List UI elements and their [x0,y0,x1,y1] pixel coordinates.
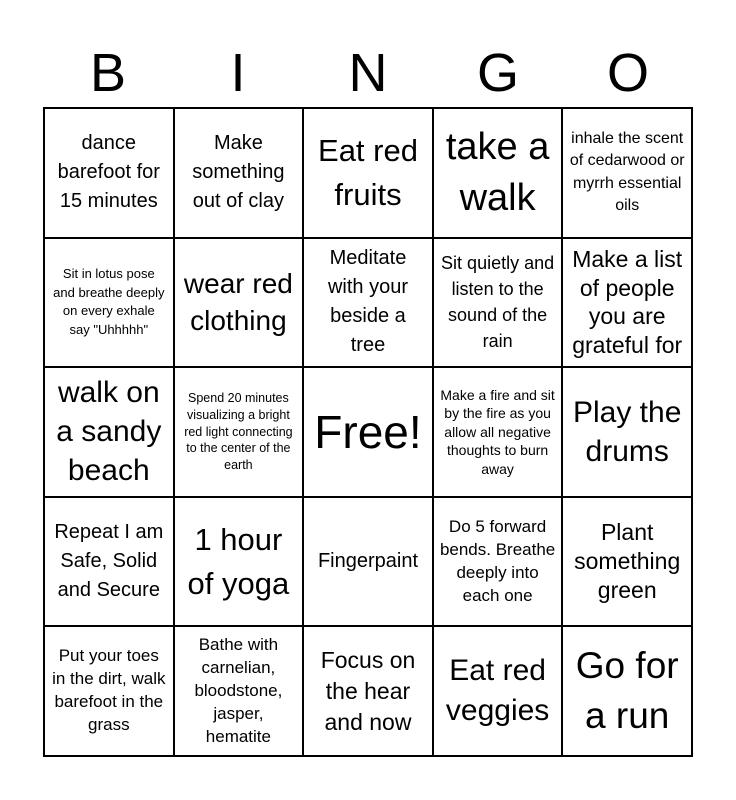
bingo-cell-o1[interactable] [562,108,692,238]
header-letter-i: I [230,43,246,103]
bingo-cell-n2[interactable] [303,238,433,368]
bingo-cell-text: dance barefoot for 15 minutes [57,132,160,213]
bingo-cell-text: take a walk [445,125,550,219]
bingo-cell-i2[interactable] [174,238,304,368]
bingo-cell-i3[interactable] [174,367,304,497]
bingo-cell-g5[interactable] [433,626,563,756]
bingo-cell-text: Spend 20 minutes visualizing a bright red light connecting to the center of the earth [184,390,293,473]
bingo-cell-text: Go for a run [575,645,679,737]
bingo-cell-text: walk on a sandy beach [56,376,162,488]
bingo-cell-text: Make a list of people you are grateful for [572,245,683,359]
bingo-cell-text: Plant something green [574,519,681,603]
bingo-cell-b1[interactable] [44,108,174,238]
bingo-cell-g4[interactable] [433,497,563,627]
header-letter-g: G [476,43,519,103]
bingo-cell-i5[interactable] [174,626,304,756]
bingo-cell-text: Focus on the hear and now [320,646,416,735]
bingo-cell-b5[interactable] [44,626,174,756]
bingo-cell-text: 1 hour of yoga [187,522,290,601]
bingo-cell-b3[interactable] [44,367,174,497]
bingo-cell-n3[interactable] [303,367,433,497]
bingo-header [43,38,693,108]
bingo-cell-text: Put your toes in the dirt, walk barefoot in the grass [52,646,166,735]
header-letter-o: O [606,43,649,103]
bingo-cell-text: Make a fire and sit by the fire as you allow all negative thoughts to burn away [440,386,555,477]
bingo-cell-n4[interactable] [303,497,433,627]
bingo-cell-g2[interactable] [433,238,563,368]
bingo-cell-o5[interactable] [562,626,692,756]
bingo-cell-n5[interactable] [303,626,433,756]
bingo-cell-o3[interactable] [562,367,692,497]
bingo-cell-text: Sit in lotus pose and breathe deeply on every exhale say "Uhhhhh" [53,265,165,338]
header-letter-n: N [348,43,388,103]
bingo-cell-i1[interactable] [174,108,304,238]
bingo-cell-text: Do 5 forward bends. Breathe deeply into each one [439,516,556,605]
bingo-cell-text: Repeat I am Safe, Solid and Secure [54,521,164,602]
bingo-cell-text: Bathe with carnelian, bloodstone, jasper, hematite [194,634,283,746]
bingo-cell-i4[interactable] [174,497,304,627]
bingo-cell-n1[interactable] [303,108,433,238]
bingo-cell-g1[interactable] [433,108,563,238]
bingo-cell-text: Sit quietly and listen to the sound of the rain [441,253,555,352]
bingo-cell-text: Make something out of clay [192,132,285,213]
bingo-cell-text: inhale the scent of cedarwood or myrrh essential oils [569,130,685,215]
header-letter-b: B [89,43,127,103]
bingo-cell-b2[interactable] [44,238,174,368]
bingo-card-grid [43,107,693,757]
bingo-cell-text: Eat red veggies [445,653,550,728]
bingo-cell-text: Meditate with your beside a tree [327,247,408,357]
bingo-cell-text: Play the drums [572,395,682,468]
bingo-cell-o4[interactable] [562,497,692,627]
bingo-cell-o2[interactable] [562,238,692,368]
bingo-cell-text: wear red clothing [183,267,293,337]
bingo-cell-text: Free! [314,405,422,458]
bingo-cell-g3[interactable] [433,367,563,497]
bingo-cell-b4[interactable] [44,497,174,627]
bingo-cell-text: Fingerpaint [317,550,419,573]
bingo-cell-text: Eat red fruits [318,133,418,212]
